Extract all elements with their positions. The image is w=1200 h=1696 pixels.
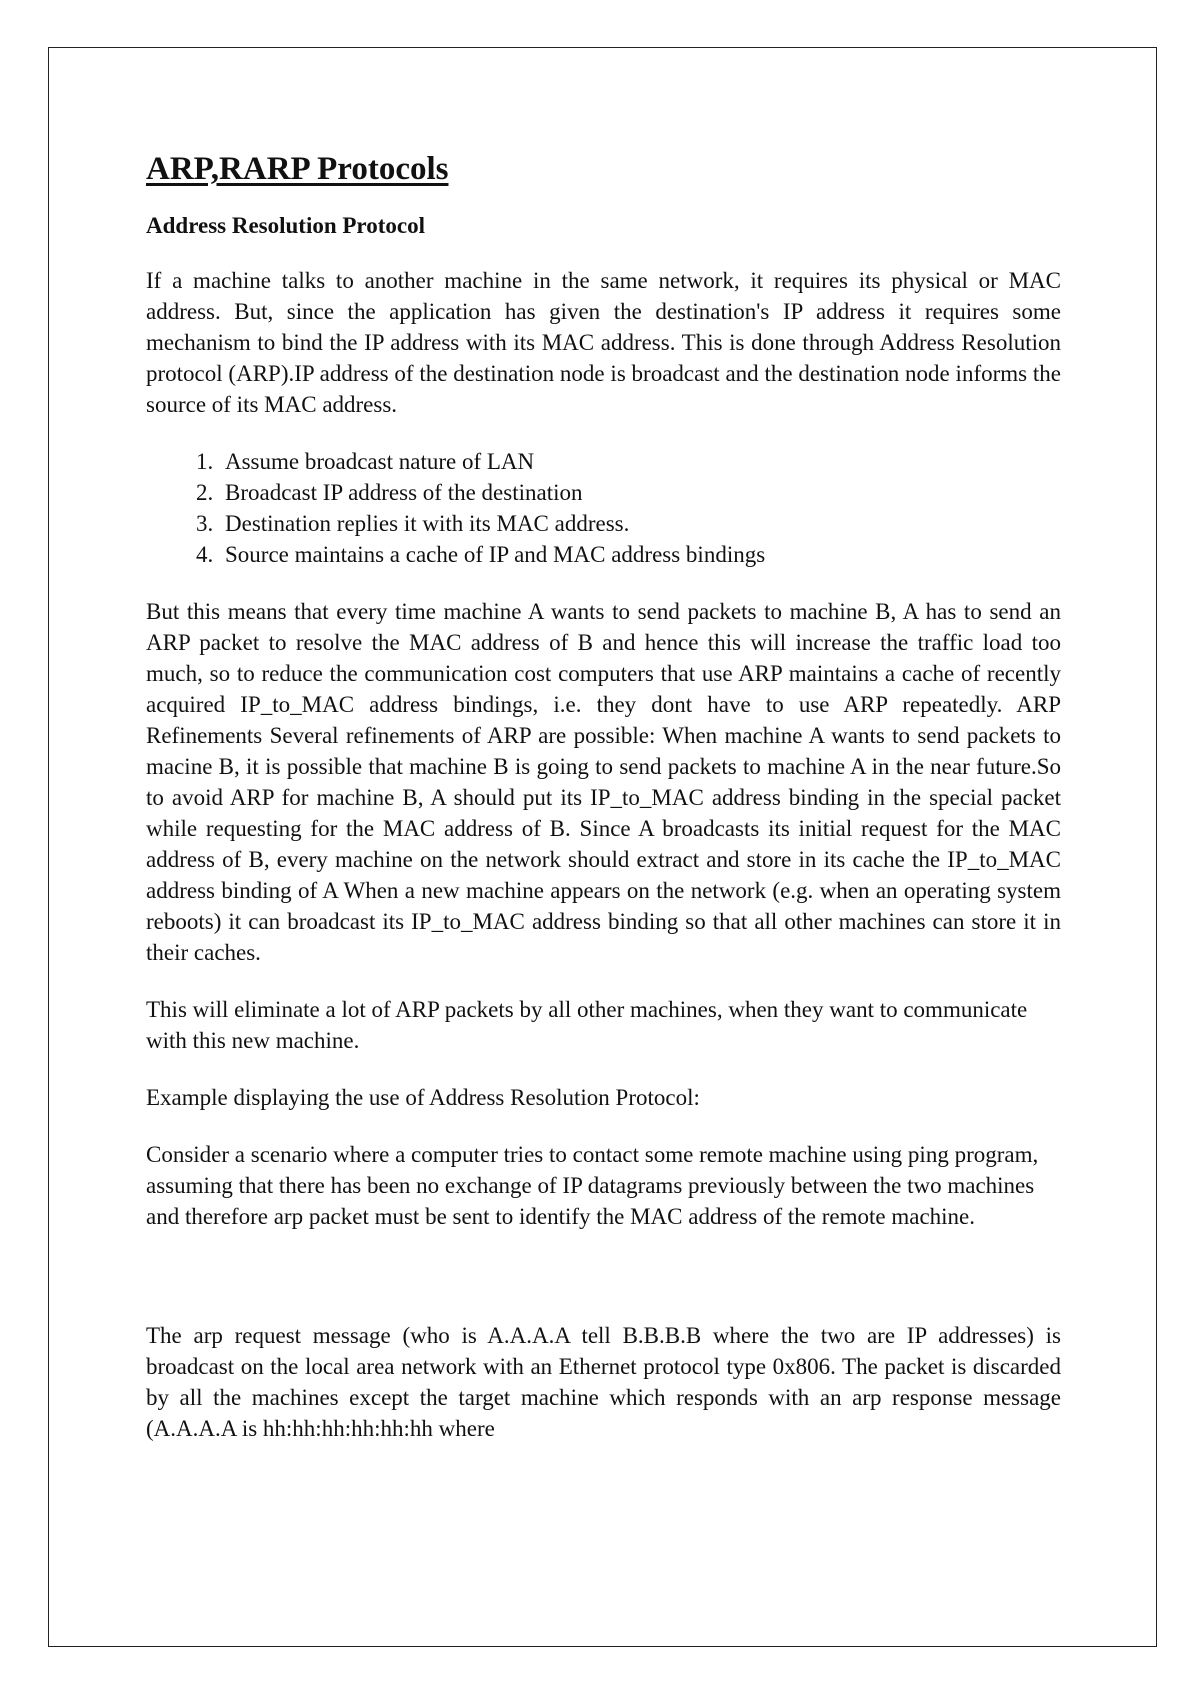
paragraph-eliminate: This will eliminate a lot of ARP packets by all other machines, when they want to communicate with this new machine. [146,997,1028,1053]
page-title: ARP,RARP Protocols [146,151,449,187]
paragraph-intro: If a machine talks to another machine in the same network, it requires its physical or MAC address. But, since the application has given the destination's IP address it requires some mechanism to bind the IP address with its MAC address. This is done through Address Resolution protocol (ARP).IP address of the destination node is broadcast and the destination node informs the source of its MAC address. [146,268,1061,417]
paragraph-cache: But this means that every time machine A wants to send packets to machine B, A has to send an ARP packet to resolve the MAC address of B and hence this will increase the traffic load too much, so to reduce the communication cost computers that use ARP maintains a cache of recently acquired IP_to_MAC address bindings, i.e. they dont have to use ARP repeatedly. ARP Refinements Several refinements of ARP are possible: When machine A wants to send packets to macine B, it is possible that machine B is going to send packets to machine A in the near future.So to avoid ARP for machine B, A should put its IP_to_MAC address binding in the special packet while requesting for the MAC address of B. Since A broadcasts its initial request for the MAC address of B, every machine on the network should extract and store in its cache the IP_to_MAC address binding of A When a new machine appears on the network (e.g. when an operating system reboots) it can broadcast its IP_to_MAC address binding so that all other machines can store it in their caches. [146,599,1061,965]
document-body [146,148,1061,1444]
list-item: 4. Source maintains a cache of IP and MAC address bindings [219,539,1061,570]
arp-steps-list [146,446,1061,570]
section-heading: Address Resolution Protocol [146,213,425,238]
list-item: 1. Assume broadcast nature of LAN [219,446,1061,477]
list-item: 2. Broadcast IP address of the destination [219,477,1061,508]
paragraph-scenario: Consider a scenario where a computer tries to contact some remote machine using ping program, assuming that there has been no exchange of IP datagrams previously between the two machines and therefore arp packet must be sent to identify the MAC address of the remote machine. [146,1142,1039,1229]
list-item: 3. Destination replies it with its MAC address. [219,508,1061,539]
paragraph-example-heading: Example displaying the use of Address Resolution Protocol: [146,1085,700,1110]
paragraph-arp-request: The arp request message (who is A.A.A.A tell B.B.B.B where the two are IP addresses) is broadcast on the local area network with an Ethernet protocol type 0x806. The packet is discarded by all the machines except the target machine which responds with an arp response message (A.A.A.A is hh:hh:hh:hh:hh:hh where [146,1323,1061,1441]
